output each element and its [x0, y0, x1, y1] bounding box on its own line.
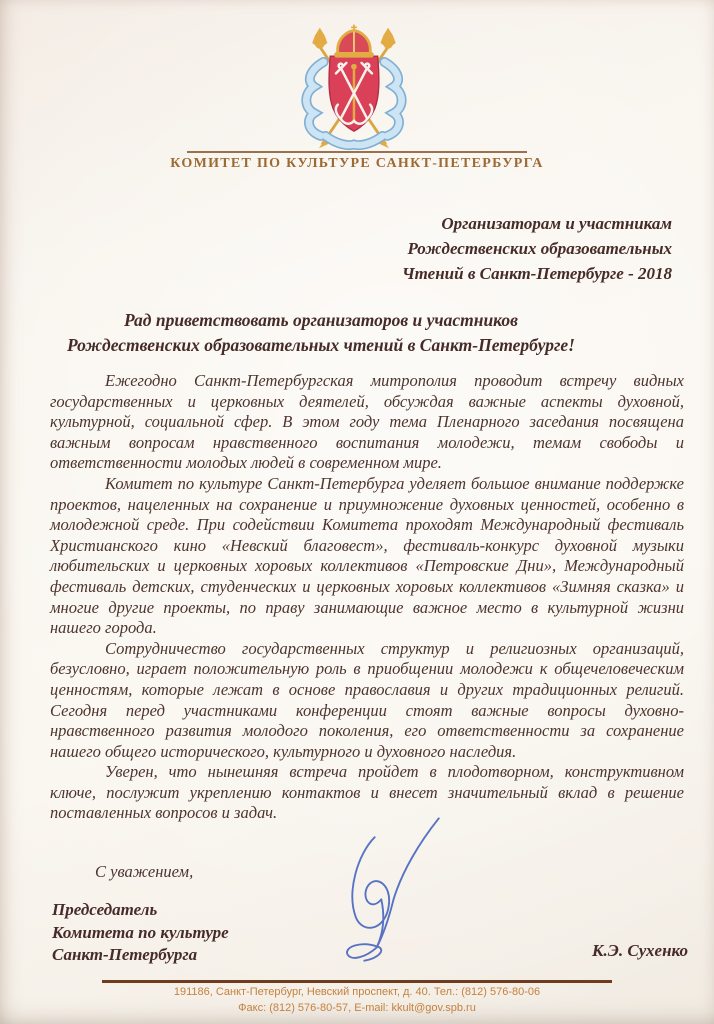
footer-rule [102, 980, 612, 983]
signer-title-line: Санкт-Петербурга [52, 945, 198, 964]
greeting-line: Рождественских образовательных чтений в Санкт-Петербурге! [67, 335, 575, 355]
recipient-line: Организаторам и участникам [441, 214, 672, 233]
footer-contacts [0, 984, 714, 1016]
recipient-block [402, 211, 672, 286]
spb-coat-of-arms-icon [278, 24, 430, 158]
signer-name: К.Э. Сухенко [592, 941, 688, 960]
letter-body [50, 371, 684, 824]
letterhead-rule [187, 151, 527, 153]
greeting-line: Рад приветствовать организаторов и участников [124, 310, 518, 330]
body-paragraph: Ежегодно Санкт-Петербургская митрополия проводит встречу видных государственных и церковных деятелей, обсуждая важные аспекты духовной, культурной, социальной сфер. В этом году тема Пленарного заседания посвящена важным вопросам нравственного воспитания молодежи, темам свободы и ответственности молодых людей в современном мире. [50, 371, 684, 473]
committee-name: КОМИТЕТ ПО КУЛЬТУРЕ САНКТ-ПЕТЕРБУРГА [170, 156, 544, 171]
body-paragraph: Комитет по культуре Санкт-Петербурга уделяет большое внимание поддержке проектов, нацеленных на сохранение и приумножение духовных ценностей, особенно в молодежной среде. При содействии Комитета проходят Международный фестиваль Христианского кино «Невский благовест», фестиваль-конкурс духовной музыки любительских и церковных хоровых коллективов «Петровские Дни», Международный фестиваль детских, студенческих и церковных хоровых коллективов «Зимняя сказка» и многие другие проекты, по праву занимающие важное место в культурной жизни нашего города. [50, 473, 684, 638]
body-paragraph: Уверен, что нынешняя встреча пройдет в плодотворном, конструктивном ключе, послужит укреплению контактов и внесет значительный вклад в решение поставленных вопросов и задач. [50, 762, 684, 823]
recipient-line: Рождественских образовательных [407, 239, 672, 258]
signer-title-block [52, 899, 229, 967]
greeting [0, 308, 678, 358]
footer-fax-email: Факс: (812) 576-80-57, E-mail: kkult@gov.spb.ru [238, 1002, 476, 1014]
handwritten-signature-icon [320, 814, 452, 971]
closing-phrase: С уважением, [95, 862, 194, 881]
body-paragraph: Сотрудничество государственных структур и религиозных организаций, безусловно, играет положительную роль в приобщении молодежи к общечеловеческим ценностям, которые лежат в основе православия и других традиционных религий. Сегодня перед участниками конференции стоят важные вопросы духовно-нравственного развития молодого поколения, его ответственности за сохранение нашего общего исторического, культурного и духовного наследия. [50, 638, 684, 761]
footer-address-phone: 191186, Санкт-Петербург, Невский проспект, д. 40. Тел.: (812) 576-80-06 [173, 986, 541, 998]
signer-title-line: Комитета по культуре [52, 922, 229, 942]
recipient-line: Чтений в Санкт-Петербурге - 2018 [401, 264, 672, 283]
signer-title-line: Председатель [52, 900, 158, 919]
